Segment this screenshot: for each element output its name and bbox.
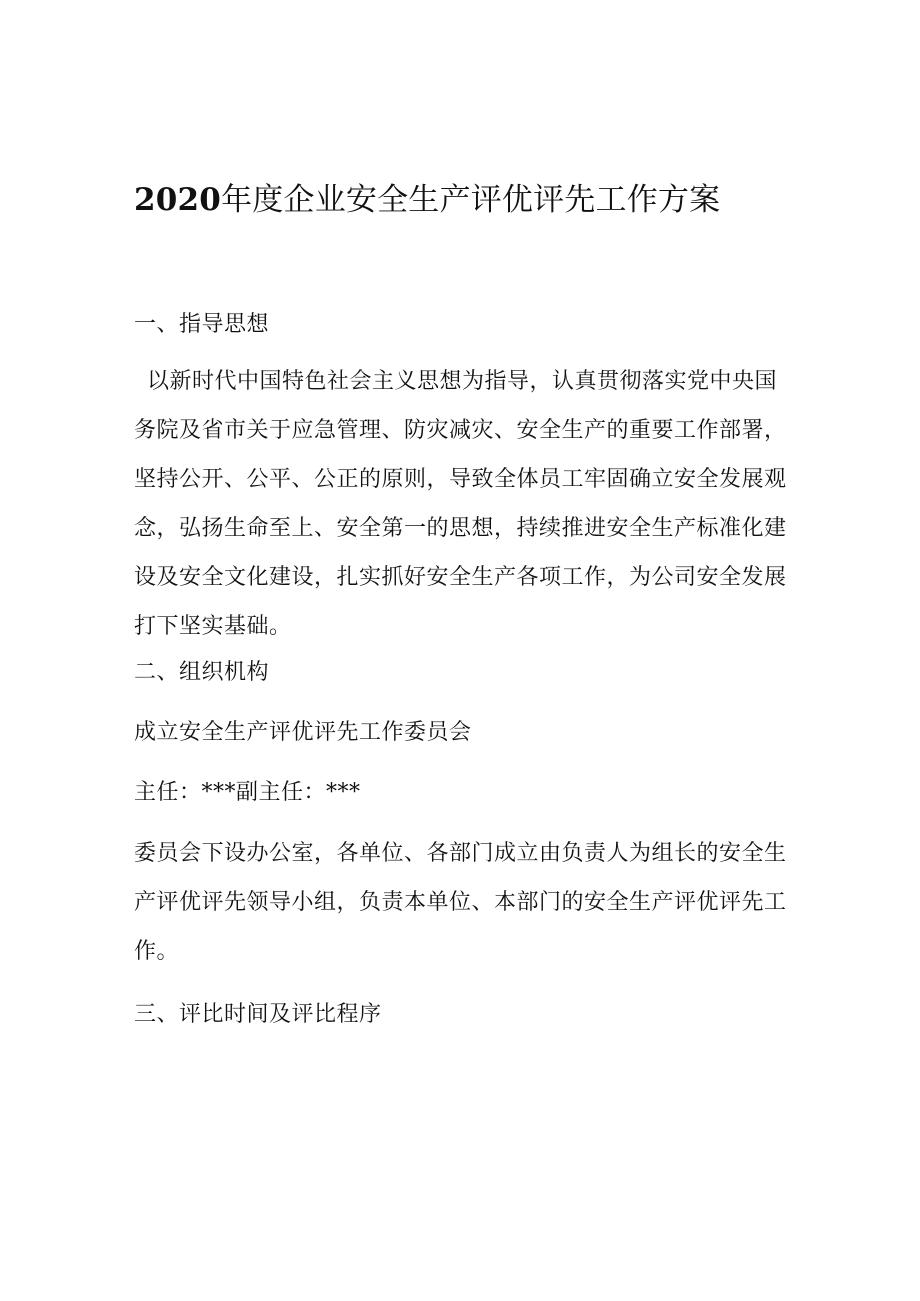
section-1-heading-text: 一、指导思想 bbox=[134, 312, 270, 337]
directors-line bbox=[134, 768, 794, 817]
section-1-paragraph-text: 以新时代中国特色社会主义思想为指导，认真贯彻落实党中央国务院及省市关于应急管理、防灾减灾、安全生产的重要工作部署，坚持公开、公平、公正的原则，导致全体员工牢固确立安全发展观念，弘扬生命至上、安全第一的思想，持续推进安全生产标准化建设及安全文化建设，扎实抓好安全生产各项工作，为公司安全发展打下坚实基础。 bbox=[134, 369, 787, 639]
directors-line-text: 主任：***副主任：*** bbox=[134, 780, 361, 805]
committee-line bbox=[134, 708, 794, 757]
title-year: 2020 bbox=[134, 182, 222, 218]
committee-line-text: 成立安全生产评优评先工作委员会 bbox=[134, 720, 472, 745]
title-text: 年度企业安全生产评优评先工作方案 bbox=[221, 182, 721, 218]
section-1-paragraph bbox=[134, 357, 794, 651]
section-2-paragraph-text: 委员会下设办公室，各单位、各部门成立由负责人为组长的安全生产评优评先领导小组，负责本单位、本部门的安全生产评优评先工作。 bbox=[134, 841, 787, 964]
section-1-heading bbox=[134, 300, 794, 349]
section-3-heading bbox=[134, 990, 794, 1039]
section-2-paragraph bbox=[134, 829, 794, 976]
section-3-heading-text: 三、评比时间及评比程序 bbox=[134, 1002, 382, 1027]
document-title bbox=[134, 176, 834, 224]
section-2-heading bbox=[134, 648, 794, 697]
section-2-heading-text: 二、组织机构 bbox=[134, 660, 270, 685]
